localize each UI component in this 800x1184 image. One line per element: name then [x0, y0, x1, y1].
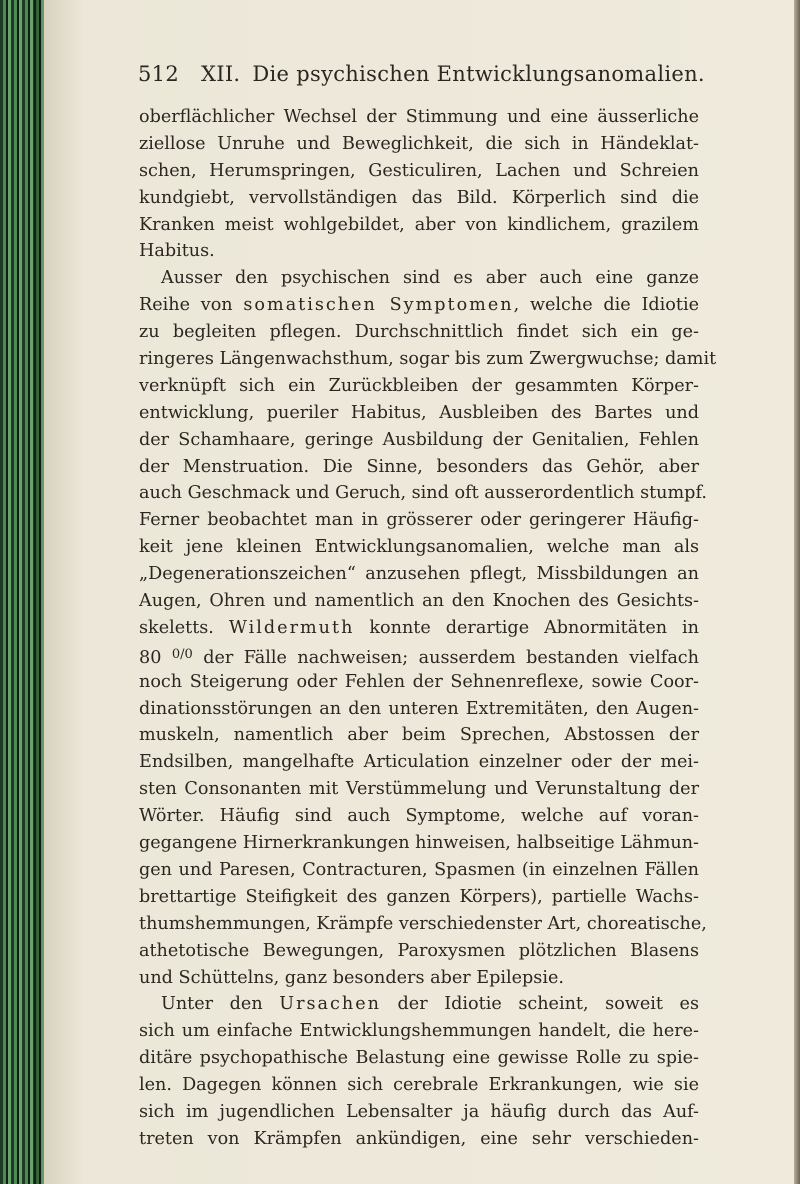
text-line — [139, 265, 699, 292]
text-line: treten von Krämpfen ankündigen, eine sehr verschieden- — [139, 1128, 699, 1149]
text-line: zu begleiten pflegen. Durchschnittlich findet sich ein ge- — [139, 322, 699, 343]
text-segment: der Idiotie scheint, soweit es — [380, 994, 699, 1015]
text-line: schen, Herumspringen, Gesticuliren, Lachen und Schreien — [139, 160, 699, 181]
text-line: sten Consonanten mit Verstümmelung und Verunstaltung der — [139, 779, 699, 800]
text-line: ringeres Längenwachsthum, sogar bis zum Zwergwuchse; damit — [139, 349, 717, 370]
text-line: sich im jugendlichen Lebensalter ja häufig durch das Auf- — [139, 1101, 699, 1122]
spaced-emphasis: Wildermuth — [228, 617, 355, 638]
text-line — [139, 292, 699, 319]
text-line: und Schüttelns, ganz besonders aber Epilepsie. — [139, 967, 564, 988]
spaced-emphasis: Ursachen — [279, 994, 381, 1015]
text-line: gen und Paresen, Contracturen, Spasmen (in einzelnen Fällen — [139, 859, 699, 880]
text-line: gegangene Hirnerkrankungen hinweisen, halbseitige Lähmun- — [139, 833, 699, 854]
text-segment: Ausser den psychischen sind es aber auch eine ganze — [161, 268, 699, 289]
text-line — [139, 642, 699, 669]
text-line: keit jene kleinen Entwicklungsanomalien, welche man als — [139, 537, 699, 558]
text-line: Endsilben, mangelhafte Articulation einzelner oder der mei- — [139, 752, 699, 773]
book-binding — [0, 0, 44, 1184]
text-line: Wörter. Häufig sind auch Symptome, welche auf voran- — [139, 806, 699, 827]
text-line: oberflächlicher Wechsel der Stimmung und eine äusserliche — [139, 107, 699, 127]
text-segment: Unter den — [161, 994, 280, 1015]
text-line: athetotische Bewegungen, Paroxysmen plötzlichen Blasens — [139, 940, 699, 961]
text-segment: 80 — [139, 647, 172, 668]
text-segment: skeletts. — [139, 617, 229, 638]
text-line: verknüpft sich ein Zurückbleiben der gesammten Körper- — [139, 375, 699, 396]
text-line: noch Steigerung oder Fehlen der Sehnenreflexe, sowie Coor- — [139, 671, 699, 692]
text-line: entwicklung, pueriler Habitus, Ausbleiben des Bartes und — [139, 402, 699, 423]
body-text — [139, 104, 717, 1153]
chapter-title: Die psychischen Entwicklungsanomalien. — [252, 62, 705, 86]
text-line: kundgiebt, vervollständigen das Bild. Körperlich sind die — [139, 187, 699, 208]
text-line: thumshemmungen, Krämpfe verschiedenster Art, choreatische, — [139, 913, 707, 934]
text-line: brettartige Steifigkeit des ganzen Körpers), partielle Wachs- — [139, 886, 699, 907]
text-line: der Menstruation. Die Sinne, besonders das Gehör, aber — [139, 456, 699, 477]
text-line: auch Geschmack und Geruch, sind oft ausserordentlich stumpf. — [139, 483, 707, 504]
text-line: Kranken meist wohlgebildet, aber von kindlichem, grazilem — [139, 214, 699, 235]
text-segment: der Fälle nachweisen; ausserdem bestanden vielfach — [192, 647, 699, 668]
text-line: der Schamhaare, geringe Ausbildung der Genitalien, Fehlen — [139, 429, 699, 450]
text-segment: Reihe von — [139, 295, 244, 316]
text-line: dinationsstörungen an den unteren Extremitäten, den Augen- — [139, 698, 699, 719]
spaced-emphasis: somatischen Symptomen — [243, 295, 514, 316]
chapter-number: XII. — [200, 62, 241, 86]
text-line — [139, 991, 699, 1018]
text-line: muskeln, namentlich aber beim Sprechen, Abstossen der — [139, 725, 699, 746]
text-line: Habitus. — [139, 241, 215, 262]
text-line: „Degenerationszeichen“ anzusehen pflegt, Missbildungen an — [139, 564, 699, 585]
text-segment: konnte derartige Abnormitäten in — [354, 617, 699, 638]
text-line: sich um einfache Entwicklungshemmungen handelt, die here- — [139, 1021, 699, 1042]
page-edge — [794, 0, 800, 1184]
text-line — [139, 615, 699, 642]
text-line: ziellose Unruhe und Beweglichkeit, die sich in Händeklat- — [139, 133, 699, 154]
percent-sign: 0/0 — [171, 646, 193, 662]
text-line: ditäre psychopathische Belastung eine gewisse Rolle zu spie- — [139, 1048, 699, 1069]
text-line: Augen, Ohren und namentlich an den Knochen des Gesichts- — [139, 591, 699, 612]
text-segment: , welche die Idiotie — [513, 295, 699, 316]
page-number: 512 — [138, 62, 179, 86]
running-header — [138, 62, 705, 86]
text-line: Ferner beobachtet man in grösserer oder geringerer Häufig- — [139, 510, 699, 531]
text-line: len. Dagegen können sich cerebrale Erkrankungen, wie sie — [139, 1075, 699, 1096]
